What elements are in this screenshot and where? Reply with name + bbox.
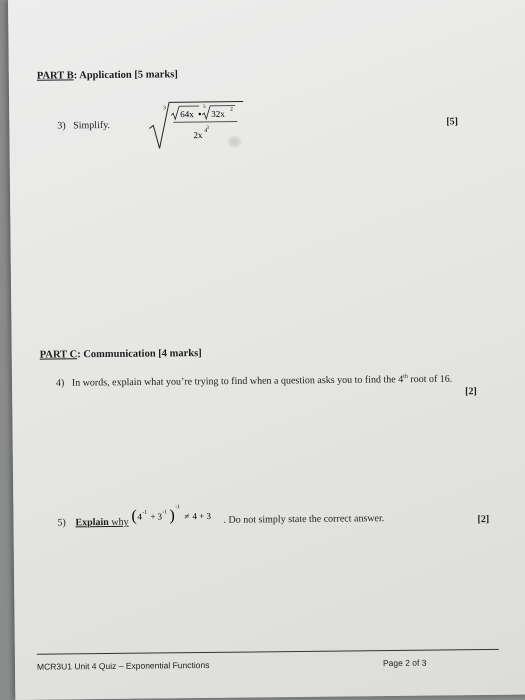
denominator-index: 3: [206, 125, 209, 131]
question-3: [57, 120, 110, 132]
outer-exponent: -1: [175, 504, 180, 511]
footer-page-number: Page 2 of 3: [382, 657, 427, 669]
denominator: 2x: [193, 129, 203, 141]
question-5-number: 5): [57, 517, 66, 529]
question-3-text: Simplify.: [73, 119, 111, 132]
question-4-text: In words, explain what you’re trying to find when a question asks you to find the 4: [71, 374, 404, 389]
question-5-marks: [2]: [477, 513, 490, 526]
question-4-superscript: th: [403, 373, 408, 380]
inner-radical-2-content: 32x: [211, 108, 225, 119]
inner-radical-2-exponent: 2: [230, 106, 233, 113]
right-hand-side: 4 + 3: [192, 510, 212, 522]
question-5-lead: [75, 517, 128, 529]
question-4-number: 4): [55, 377, 65, 389]
fraction-bar: [173, 122, 237, 123]
question-4-marks: [2]: [465, 386, 477, 398]
question-5-explain: Explain: [75, 516, 112, 529]
open-paren: (: [131, 507, 137, 525]
question-5-expression: [131, 498, 231, 531]
plus-sign: +: [150, 511, 156, 522]
question-3-number: 3): [57, 120, 66, 132]
part-b-title: : Application [5 marks]: [73, 69, 178, 82]
part-b-label: PART B: [36, 70, 74, 82]
base-1: 4: [137, 511, 142, 522]
not-equal-sign: ≠: [184, 511, 190, 522]
question-5-instruction: . Do not simply state the correct answer.: [223, 513, 385, 526]
question-4: [56, 373, 452, 388]
part-c-heading: [40, 348, 202, 361]
base-2: 3: [157, 511, 162, 522]
exponent-2: -1: [162, 509, 167, 516]
outer-radical-index: 3: [163, 105, 166, 112]
part-c-title: : Communication [4 marks]: [77, 347, 202, 361]
quiz-page: [8, 0, 525, 700]
footer-divider: [37, 649, 499, 655]
paper-smudge: [227, 136, 241, 148]
denominator-exponent: 4: [204, 127, 208, 134]
question-3-marks: [5]: [446, 116, 459, 128]
inner-radical-2-index: 5: [203, 104, 206, 110]
inner-radical-1-content: 64x: [180, 109, 194, 120]
question-4-text-end: root of 16.: [407, 373, 453, 386]
part-c-label: PART C: [39, 349, 78, 361]
exponent-1: -1: [142, 509, 148, 516]
question-5-why: why: [111, 516, 129, 528]
multiply-dot: •: [198, 108, 202, 120]
footer-course: MCR3U1 Unit 4 Quiz – Exponential Functions: [36, 659, 210, 672]
part-b-heading: [37, 69, 178, 81]
question-3-expression: [147, 98, 248, 159]
close-paren: ): [169, 507, 175, 525]
